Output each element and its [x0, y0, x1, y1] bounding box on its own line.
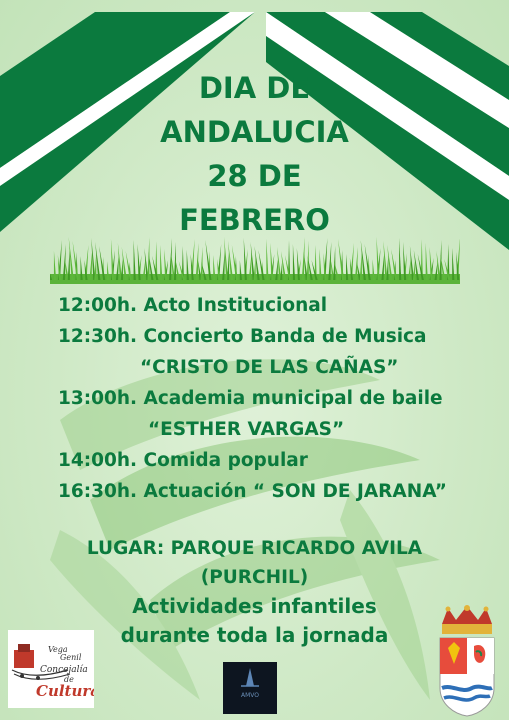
title-line-2: ANDALUCIA	[160, 115, 349, 149]
amvo-text: AMVO	[240, 692, 259, 699]
schedule-item: 12:00h. Acto Institucional	[58, 295, 328, 316]
grass-blade	[68, 248, 70, 280]
logo-text-vega: Vega	[48, 645, 68, 654]
title-line-1: DIA DE	[198, 71, 311, 105]
kids-activities-line: Actividades infantiles	[132, 594, 377, 618]
cultura-logo-graphic	[8, 630, 94, 708]
location-line: LUGAR: PARQUE RICARDO AVILA	[86, 538, 423, 559]
amvo-logo-graphic	[223, 662, 277, 692]
grass-blade	[187, 250, 189, 280]
logo-text-genil: Genil	[60, 653, 82, 662]
grass-blade	[386, 256, 388, 280]
grass-blade	[134, 240, 136, 280]
logo-text-concejalia: Concejalía	[40, 665, 88, 675]
grass-blade	[376, 237, 379, 280]
grass-blade	[240, 260, 242, 280]
grass-blade	[266, 239, 268, 280]
grass-blade	[399, 238, 401, 280]
amvo-logo	[223, 662, 277, 714]
grass-blade	[107, 261, 109, 280]
grass-blade	[360, 251, 362, 280]
grass-blade	[227, 252, 229, 280]
event-schedule	[58, 290, 498, 507]
grass-blade	[280, 262, 282, 280]
grass-blade	[111, 239, 114, 280]
grass-blade	[213, 255, 215, 280]
grass-blade	[200, 247, 202, 280]
logo-text-de: de	[64, 675, 74, 684]
grass-blade	[244, 238, 247, 280]
grass-blade	[338, 239, 344, 280]
event-title	[0, 66, 509, 242]
grass-blade	[94, 253, 96, 280]
schedule-item: 14:00h. Comida popular	[58, 450, 308, 471]
schedule-item: 13:00h. Academia municipal de baile	[58, 388, 443, 409]
cultura-logo	[8, 630, 94, 708]
grass-decoration	[50, 236, 460, 284]
grass-blade	[174, 242, 176, 280]
grass-blade	[121, 258, 123, 280]
schedule-item-detail: “CRISTO DE LAS CAÑAS”	[140, 357, 399, 378]
grass-blade	[413, 261, 415, 280]
schedule-item: 16:30h. Actuación “ SON DE JARANA”	[58, 481, 447, 502]
schedule-item: 12:30h. Concierto Banda de Musica	[58, 326, 427, 347]
title-line-3: 28 DE	[207, 159, 302, 193]
logo-text-cultura: Cultura	[36, 682, 94, 700]
grass-blade	[373, 259, 375, 280]
schedule-item-detail: “ESTHER VARGAS”	[148, 419, 345, 440]
kids-activities-line: durante toda la jornada	[120, 623, 389, 647]
grass-blade	[81, 256, 83, 280]
grass-blade	[54, 251, 56, 280]
grass-blade	[254, 257, 256, 280]
grass-blade	[346, 254, 348, 280]
municipal-coat-of-arms	[434, 604, 500, 718]
location-subline: (PURCHIL)	[200, 567, 309, 588]
title-line-4: FEBRERO	[179, 203, 330, 237]
grass-blade	[333, 246, 335, 280]
